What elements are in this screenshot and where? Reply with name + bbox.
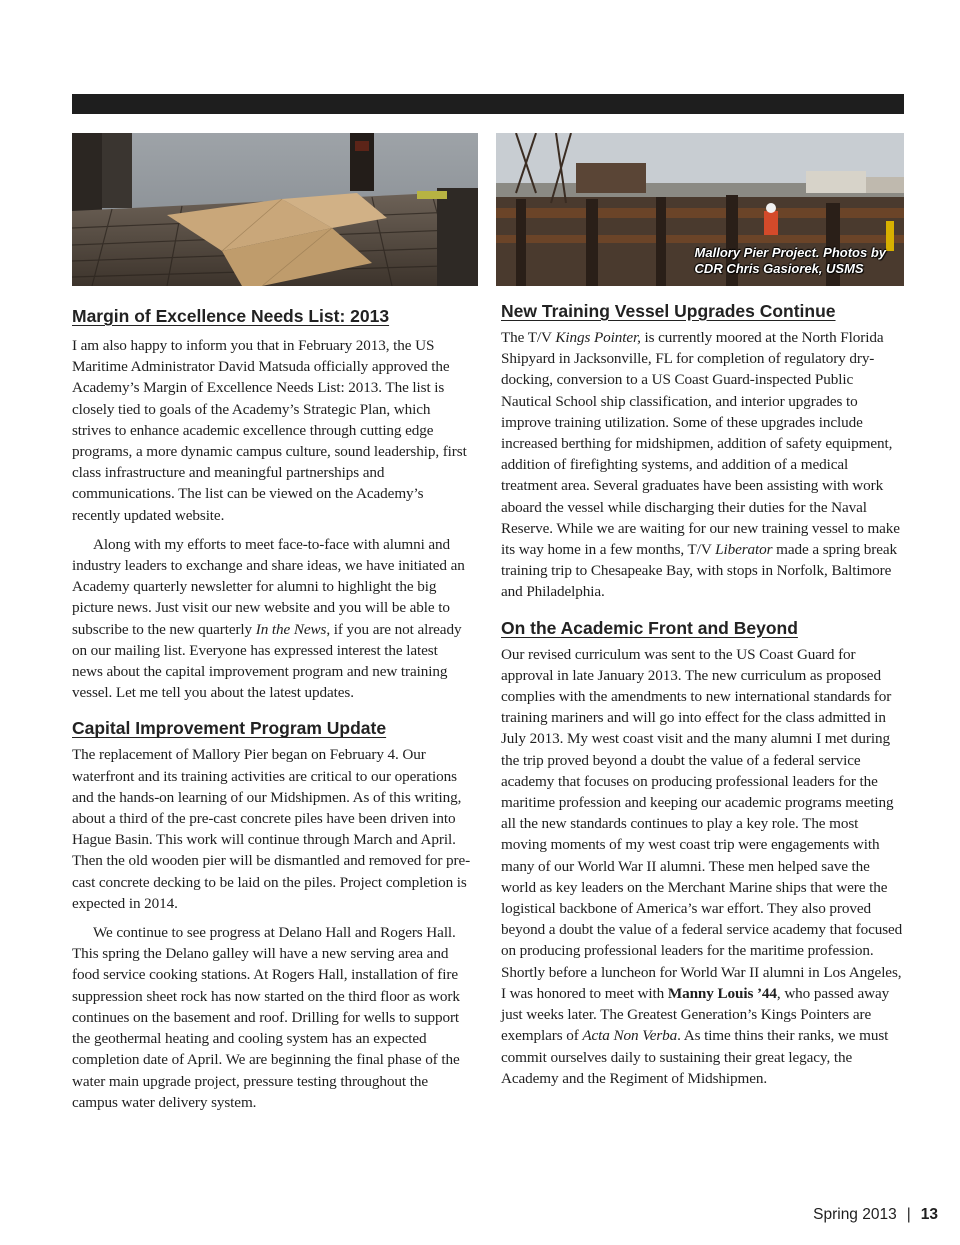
caption-line: Mallory Pier Project. Photos by <box>694 245 886 260</box>
paragraph: I am also happy to inform you that in February 2013, the US Maritime Administrator David Matsuda officially approved the Academy’s Margin of Excellence Needs List: 2013. The list is closely tied to goals of the Academy’s Strategic Plan, which strives to enhance academic excellence through cutting edge programs, a more dynamic campus culture, sound leadership, first class infrastructure and meaningful partnerships and communications. The list can be viewed on the Academy’s recently updated website. <box>72 337 467 524</box>
right-column <box>501 300 904 1089</box>
pier-deck-photo <box>72 133 478 286</box>
footer-separator: | <box>906 1206 911 1223</box>
text-run: Our revised curriculum was sent to the US Coast Guard for approval in late January 2013. The new curriculum as proposed complies with the amendments to new international standards for training mariners and will go into effect for the class admitted in July 2013. My west coast visit and the many alumni I met during the trip proved beyond a doubt the value of a federal service academy that focuses on producing professional leaders for the maritime profession and keeping our academic programs meeting all the new standards continues to play a key role. The most moving moments of my west coast trip were engagements with many of our World War II alumni. These men helped save the world as key leaders on the Merchant Marine ships that were the logistical backbone of America’s war effort. They also proved beyond a doubt the value of a federal service academy that focused on producing professional leaders for the maritime profession. Shortly before a luncheon for World War II alumni in Los Angeles, I was honored to meet with <box>501 645 903 1002</box>
paragraph <box>501 644 904 1089</box>
newsletter-title: In the News <box>255 620 327 638</box>
header-bar <box>72 94 904 114</box>
text-run: is currently moored at the North Florida Shipyard in Jacksonville, FL for completion of regulatory dry-docking, conversion to a US Coast Guard-inspected Public Nautical School ship classification, and interior upgrades to improve training utilization. Some of these upgrades include increased berthing for midshipmen, addition of safety equipment, addition of firefighting systems, and addition of a medical treatment area. Several graduates have been assisting with work aboard the vessel while discharging their duties for the Naval Reserve. While we are waiting for our new training vessel to make its way home in a few months, T/V <box>501 329 900 559</box>
text-run: The T/V <box>501 329 556 346</box>
paragraph <box>72 534 472 704</box>
motto: Acta Non Verba <box>582 1027 678 1045</box>
section-heading: On the Academic Front and Beyond <box>501 617 798 638</box>
page-footer <box>813 1206 938 1224</box>
page-number: 13 <box>920 1206 938 1223</box>
paragraph <box>501 327 904 603</box>
paragraph: The replacement of Mallory Pier began on February 4. Our waterfront and its training activities are critical to our operations and the hands-on learning of our Midshipmen. As of this writing, about a third of the pre-cast concrete piles have been driven into Hague Basin. This work will continue through March and April. Then the old wooden pier will be dismantled and removed for pre-cast concrete decking to be laid on the piles. Project completion is expected in 2014. <box>72 746 471 912</box>
section-heading: New Training Vessel Upgrades Continue <box>501 301 836 321</box>
pier-deck-illustration <box>72 133 478 286</box>
caption-line: CDR Chris Gasiorek, USMS <box>694 261 864 276</box>
pier-construction-photo <box>496 133 904 286</box>
alumnus-name: Manny Louis ’44 <box>667 984 777 1002</box>
section-heading: Capital Improvement Program Update <box>72 718 387 739</box>
issue-label: Spring 2013 <box>813 1206 897 1223</box>
section-heading: Margin of Excellence Needs List: 2013 <box>72 306 390 326</box>
paragraph: We continue to see progress at Delano Hall and Rogers Hall. This spring the Delano galley will have a new serving area and food service cooking stations. At Rogers Hall, installation of fire suppression sheet rock has now started on the third floor as work continues on the basement and roof. Drilling for wells to support the geothermal heating and cooling system has an expected completion date of April. We are beginning the final phase of the water main upgrade project, pressure testing throughout the campus water delivery system. <box>72 924 460 1111</box>
text-run: , if you are not already on our mailing list. Everyone has expressed interest the latest news about the capital improvement program and new training vessel. Let me tell you about the latest updates. <box>72 620 462 702</box>
vessel-name: Liberator <box>715 541 773 559</box>
text-run: Along with my efforts to meet face-to-face with alumni and industry leaders to exchange and share ideas, we have initiated an Academy quarterly newsletter for alumni to highlight the big picture news. Just visit our new website and you will be able to subscribe to the new quarterly <box>72 535 465 638</box>
text-run: . As time thins their ranks, we must commit ourselves daily to sustaining their great legacy, the Academy and the Regiment of Midshipmen. <box>501 1027 889 1087</box>
photo-caption <box>695 245 886 277</box>
text-run: , who passed away just weeks later. The Greatest Generation’s Kings Pointers are exemplars of <box>501 984 890 1045</box>
left-column <box>72 300 472 1113</box>
text-run: made a spring break training trip to Chesapeake Bay, with stops in Norfolk, Baltimore and Philadelphia. <box>501 541 897 601</box>
vessel-name: Kings Pointer, <box>555 329 641 346</box>
